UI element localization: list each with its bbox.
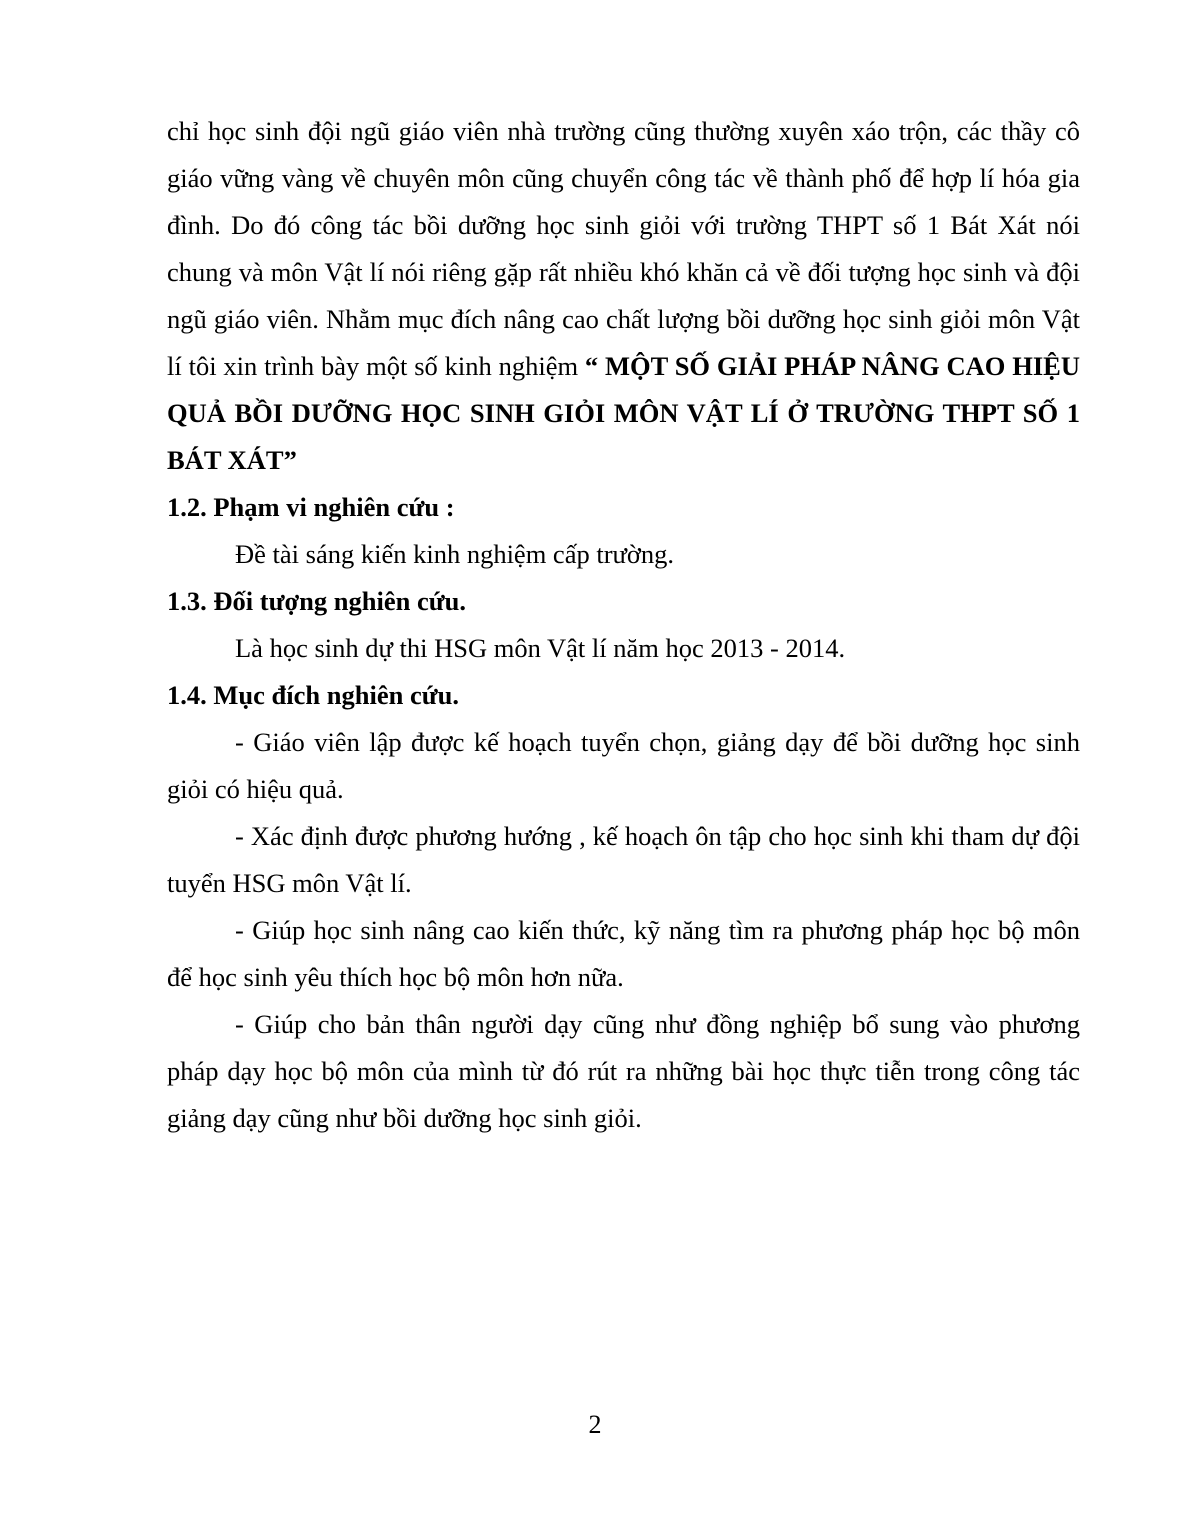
purpose-item: - Giúp cho bản thân người dạy cũng như đồng nghiệp bổ sung vào phương pháp dạy học bộ môn của mình từ đó rút ra những bài học thực tiễn trong công tác giảng dạy cũng như bồi dưỡng học sinh giỏi. xyxy=(167,1009,1080,1133)
section-heading-scope: 1.2. Phạm vi nghiên cứu : xyxy=(167,492,455,522)
document-body xyxy=(167,108,1080,1142)
purpose-item: - Xác định được phương hướng , kế hoạch ôn tập cho học sinh khi tham dự đội tuyển HSG môn Vật lí. xyxy=(167,821,1080,898)
purpose-item: - Giúp học sinh nâng cao kiến thức, kỹ năng tìm ra phương pháp học bộ môn để học sinh yêu thích học bộ môn hơn nữa. xyxy=(167,915,1080,992)
page-number: 2 xyxy=(588,1410,602,1439)
purpose-item: - Giáo viên lập được kế hoạch tuyển chọn, giảng dạy để bồi dưỡng học sinh giỏi có hiệu quả. xyxy=(167,727,1080,804)
intro-text: chỉ học sinh đội ngũ giáo viên nhà trường cũng thường xuyên xáo trộn, các thầy cô giáo vững vàng về chuyên môn cũng chuyển công tác về thành phố để hợp lí hóa gia đình. Do đó công tác bồi dưỡng học sinh giỏi với trường THPT số 1 Bát Xát nói chung và môn Vật lí nói riêng gặp rất nhiều khó khăn cả về đối tượng học sinh và đội ngũ giáo viên. Nhằm mục đích nâng cao chất lượng bồi dưỡng học sinh giỏi môn Vật lí tôi xin trình bày một số kinh nghiệm xyxy=(167,116,1080,381)
initiative-title: “ MỘT SỐ GIẢI PHÁP NÂNG CAO HIỆU QUẢ BỒI DƯỠNG HỌC SINH GIỎI MÔN VẬT LÍ Ở TRƯỜNG THPT SỐ 1 BÁT XÁT” xyxy=(167,351,1080,475)
intro-paragraph xyxy=(167,108,1080,484)
section-heading-subjects: 1.3. Đối tượng nghiên cứu. xyxy=(167,586,467,616)
section-scope-paragraph: Đề tài sáng kiến kinh nghiệm cấp trường. xyxy=(235,539,675,569)
section-heading-purpose: 1.4. Mục đích nghiên cứu. xyxy=(167,680,459,710)
section-subjects-paragraph: Là học sinh dự thi HSG môn Vật lí năm học 2013 - 2014. xyxy=(235,633,846,663)
